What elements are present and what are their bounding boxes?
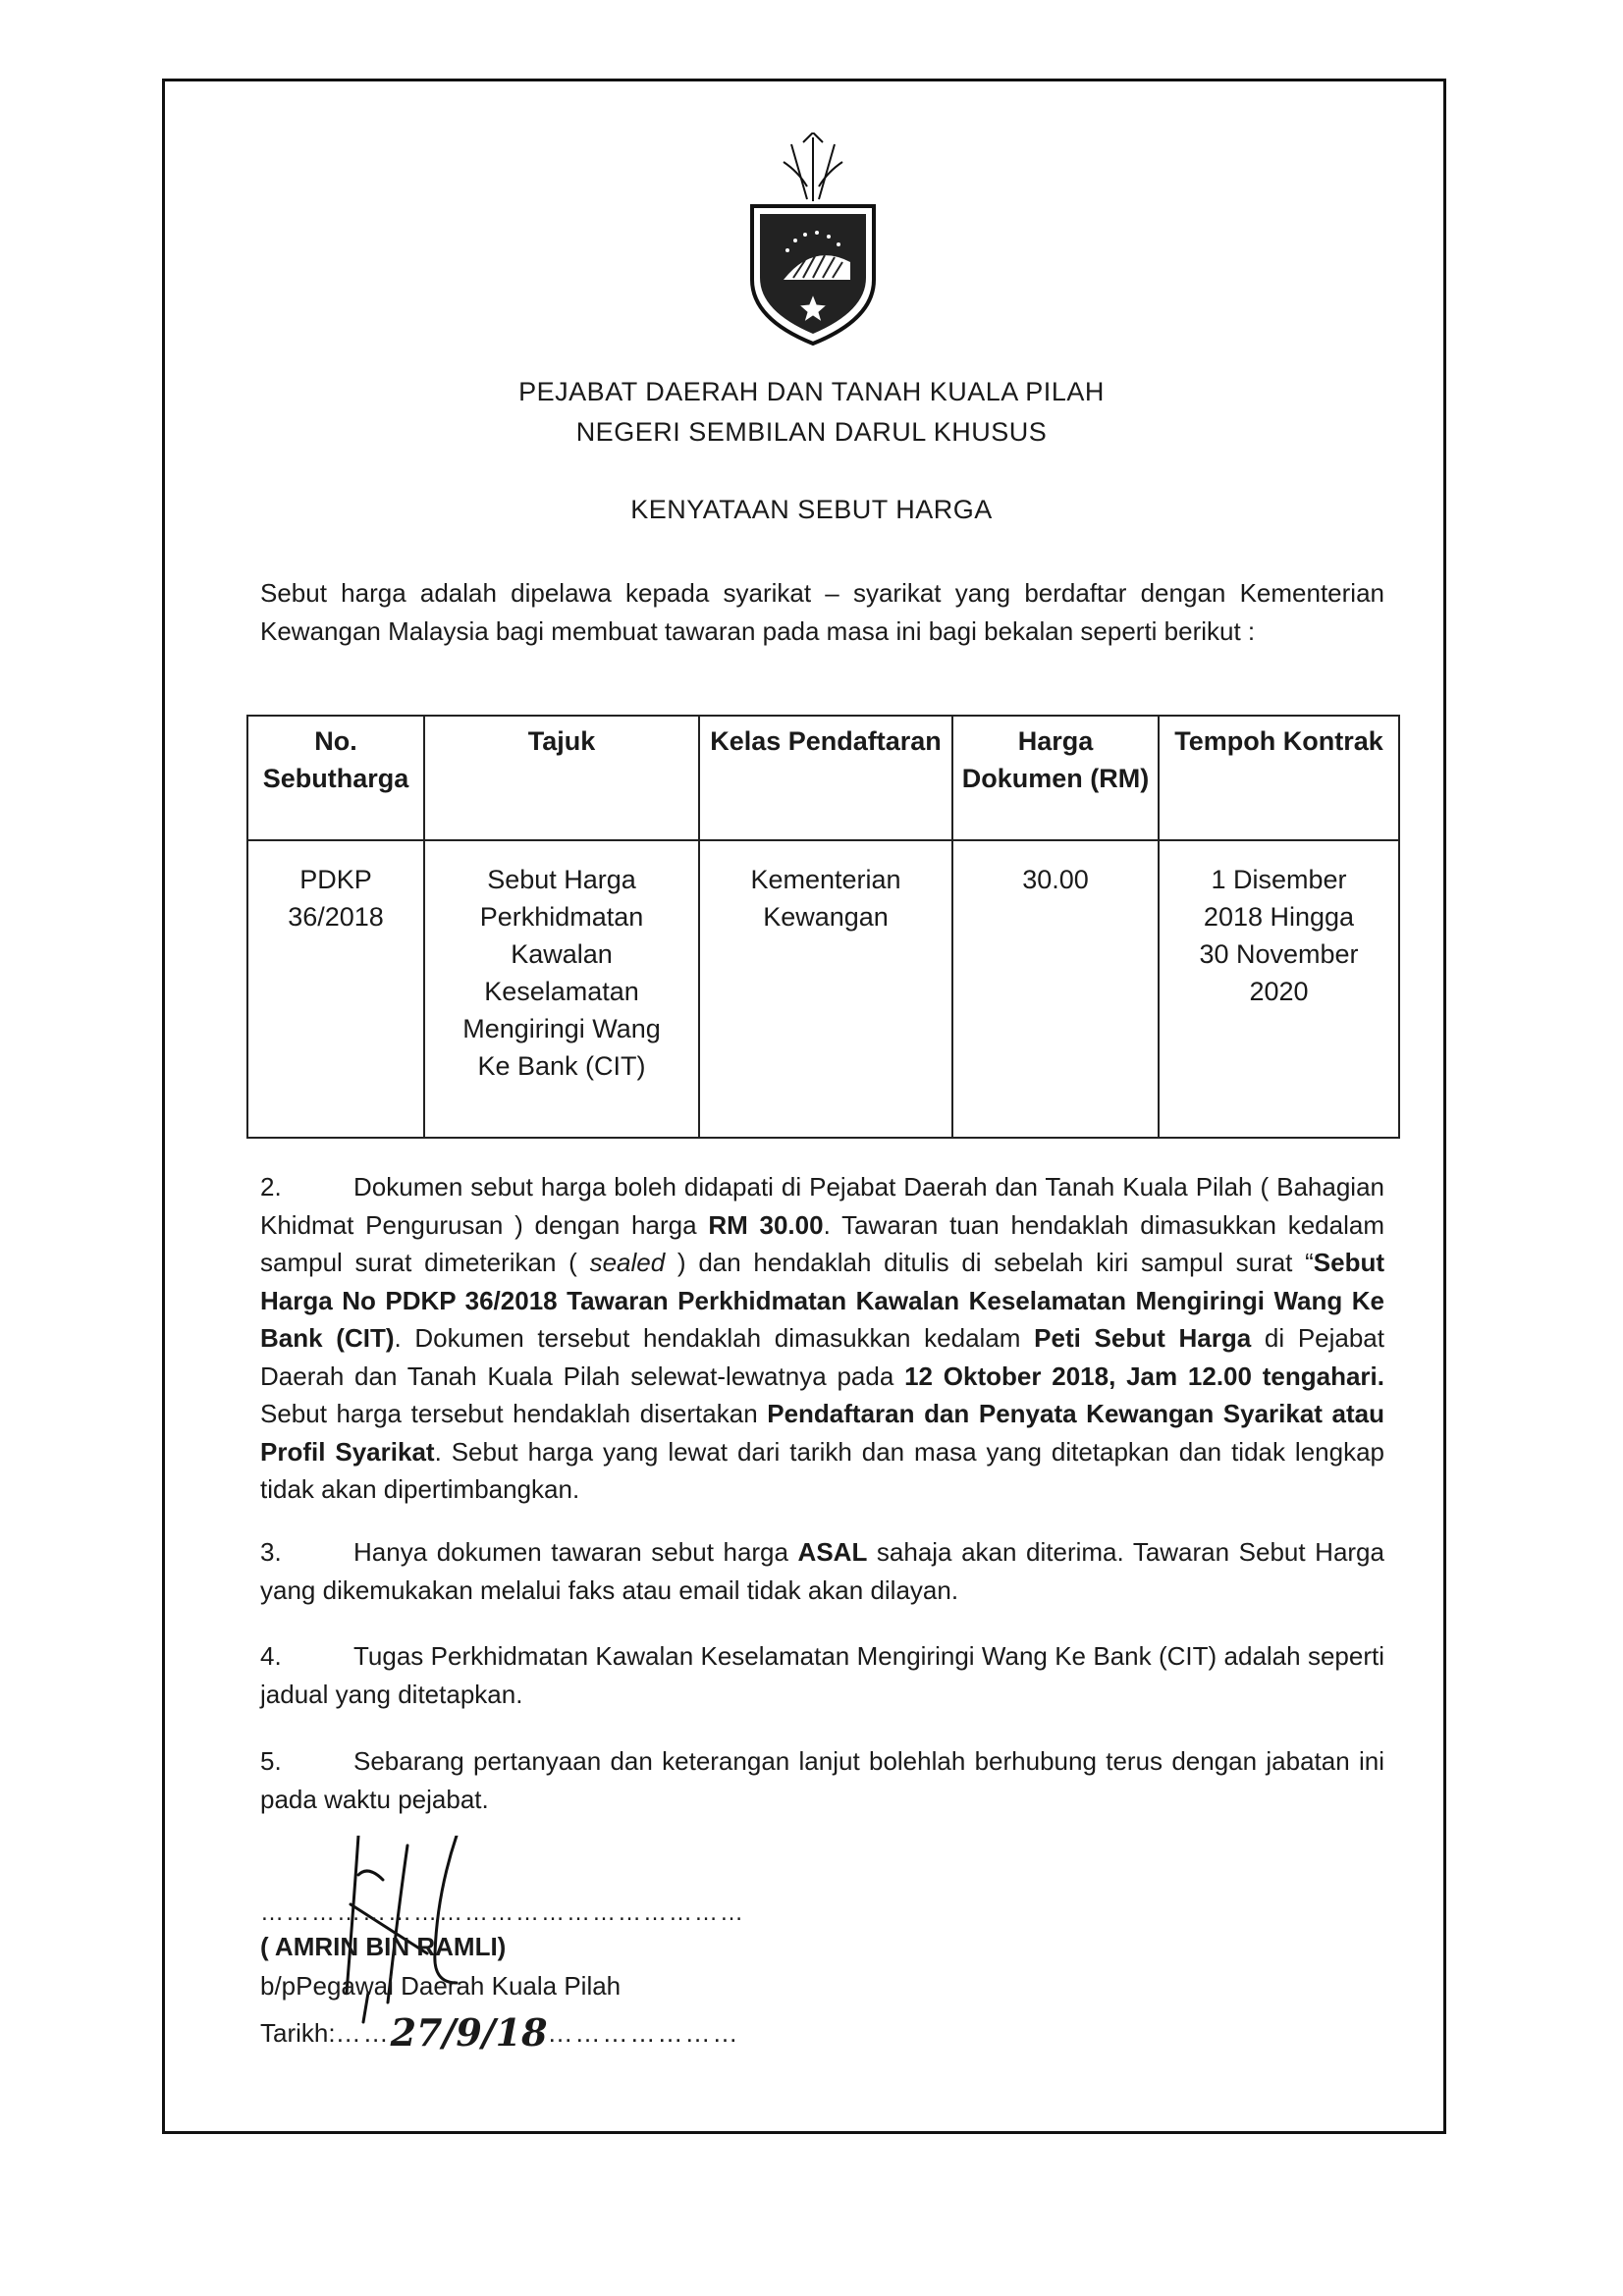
paragraph-2-price: RM 30.00 [708,1209,824,1240]
paragraph-3 [260,1533,1384,1610]
paragraph-2-text: Sebut harga tersebut hendaklah disertakan [260,1399,768,1428]
cell-tempoh-kontrak: 1 Disember 2018 Hingga 30 November 2020 [1159,840,1399,1138]
state-name-heading: NEGERI SEMBILAN DARUL KHUSUS [575,417,1048,447]
paragraph-2-text: ) dan hendaklah ditulis di sebelah kiri sampul surat “ [665,1248,1314,1277]
paragraph-3-text: Hanya dokumen tawaran sebut harga [353,1537,798,1567]
signature-line: ………………………………………………… [260,1899,745,1926]
paragraph-4-number: 4. [260,1641,282,1671]
paragraph-2-deadline: 12 Oktober 2018, Jam 12.00 tengahari. [904,1361,1384,1391]
signatory-name: ( AMRIN BIN RAMLI) [260,1932,507,1961]
paragraph-4-text: Tugas Perkhidmatan Kawalan Keselamatan Mengiringi Wang Ke Bank (CIT) adalah seperti jadual yang ditetapkan. [260,1641,1384,1709]
paragraph-5-number: 5. [260,1746,282,1776]
paragraph-2-text: Dokumen sebut harga boleh didapati di Pejabat Daerah dan Tanah Kuala Pilah ( Bahagian Khidmat Pengurusan ) dengan harga [260,1172,1384,1240]
paragraph-3-text: sahaja akan diterima. Tawaran Sebut Harga yang dikemukakan melalui faks atau email tidak akan dilayan. [260,1537,1384,1605]
paragraph-2-text: . Sebut harga yang lewat dari tarikh dan masa yang ditetapkan dan tidak lengkap tidak akan dipertimbangkan. [260,1436,1384,1504]
office-name-heading: PEJABAT DAERAH DAN TANAH KUALA PILAH [518,377,1105,406]
header-tempoh-kontrak: Tempoh Kontrak [1159,716,1399,840]
signature-date [260,2010,740,2055]
paragraph-4 [260,1637,1384,1714]
paragraph-2-requirements: Pendaftaran dan Penyata Kewangan Syarikat atau Profil Syarikat [260,1399,1384,1467]
header-tajuk: Tajuk [424,716,699,840]
paragraph-2-sealed: sealed [589,1248,666,1277]
cell-no-sebutharga: PDKP 36/2018 [247,840,424,1138]
cell-harga-dokumen: 30.00 [952,840,1159,1138]
date-dots-after: ………………… [547,2018,740,2048]
paragraph-2-text: . Dokumen tersebut hendaklah dimasukkan kedalam [394,1323,1035,1353]
table-header-row [247,716,1399,840]
signatory-title: b/pPegawai Daerah Kuala Pilah [260,1971,622,2001]
date-label: Tarikh: [260,2018,336,2048]
paragraph-5-text: Sebarang pertanyaan dan keterangan lanjut bolehlah berhubung terus dengan jabatan ini pada waktu pejabat. [260,1746,1384,1814]
header-harga-dokumen: Harga Dokumen (RM) [952,716,1159,840]
paragraph-2-box: Peti Sebut Harga [1034,1323,1252,1353]
paragraph-2 [260,1168,1384,1509]
document-title: KENYATAAN SEBUT HARGA [630,495,993,524]
district-crest-logo [744,133,882,348]
paragraph-2-text: di Pejabat Daerah dan Tanah Kuala Pilah selewat-lewatnya pada [260,1323,1384,1391]
cell-tajuk: Sebut Harga Perkhidmatan Kawalan Keselamatan Mengiringi Wang Ke Bank (CIT) [424,840,699,1138]
paragraph-5 [260,1742,1384,1819]
paragraph-3-number: 3. [260,1537,282,1567]
header-no-sebutharga: No. Sebutharga [247,716,424,840]
intro-paragraph: Sebut harga adalah dipelawa kepada syarikat – syarikat yang berdaftar dengan Kementerian Kewangan Malaysia bagi membuat tawaran pada masa ini bagi bekalan seperti berikut : [260,578,1384,646]
paragraph-3-asal: ASAL [797,1537,868,1567]
paragraph-2-number: 2. [260,1172,282,1201]
cell-kelas-pendaftaran: Kementerian Kewangan [699,840,952,1138]
paragraph-2-text: . Tawaran tuan hendaklah dimasukkan kedalam sampul surat dimeterikan ( [260,1209,1384,1277]
header-kelas-pendaftaran: Kelas Pendaftaran [699,716,952,840]
quotation-table [246,715,1400,1139]
paragraph-2-envelope-label: Sebut Harga No PDKP 36/2018 Tawaran Perkhidmatan Kawalan Keselamatan Mengiringi Wang Ke Bank (CIT) [260,1248,1385,1353]
table-row [247,840,1399,1138]
date-dots-before: …… [335,2018,391,2048]
handwritten-date: 27/9/18 [390,2010,548,2055]
